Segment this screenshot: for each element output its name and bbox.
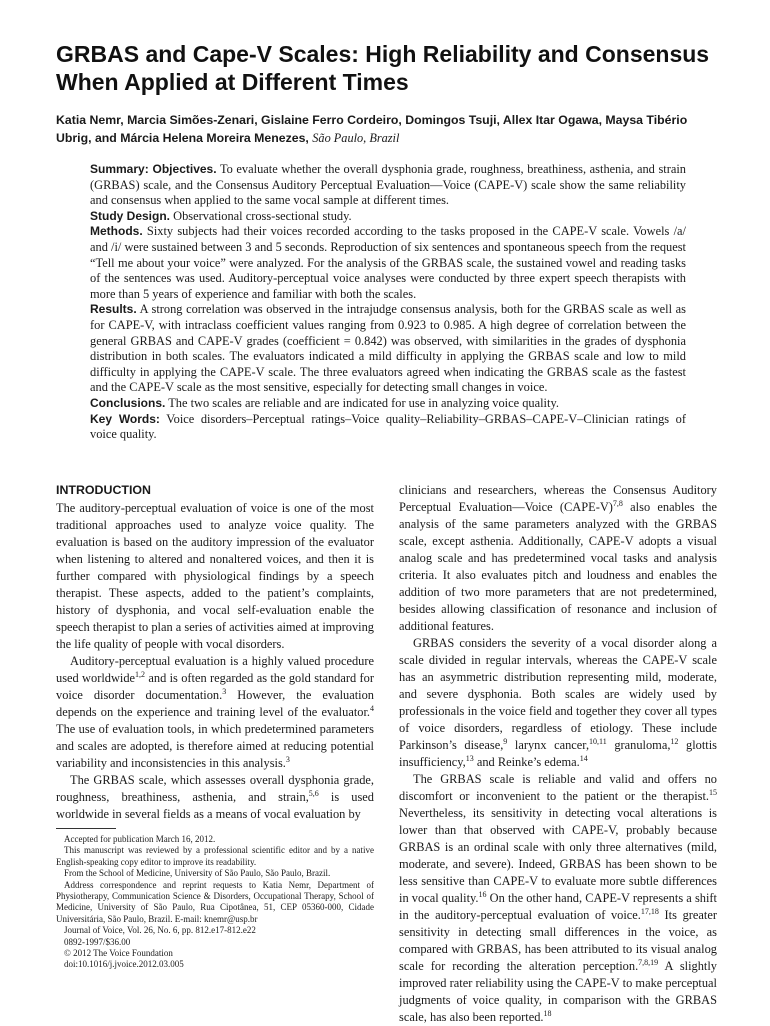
conclusions-text: The two scales are reliable and are indicated for use in analyzing voice quality. — [168, 395, 559, 410]
abstract-methods — [90, 224, 686, 302]
right-column — [399, 482, 717, 1026]
footnote-affiliation: From the School of Medicine, University of São Paulo, São Paulo, Brazil. — [64, 868, 331, 879]
section-heading-introduction: INTRODUCTION — [56, 483, 151, 497]
results-label: Results. — [90, 302, 137, 317]
summary-label: Summary: Objectives. — [90, 162, 217, 176]
text-run: On the other hand, CAPE-V represents a shift in the auditory-perceptual evaluation of voice. — [399, 891, 717, 922]
text-run: Its greater sensitivity in detecting small differences in the voice, as compared with GRBAS, has been attributed to its visual analog scale for recording the alteration perception. — [399, 908, 717, 973]
abstract-conclusions — [90, 396, 686, 412]
citation-ref: 7,8,19 — [638, 957, 659, 967]
citation-ref: 10,11 — [589, 736, 607, 746]
text-run: also enables the analysis of the same parameters analyzed with the GRBAS scale, except asthenia. Additionally, CAPE-V adopts a visual analog scale and has predetermined vocal tasks and analysis criteria. It also evaluates pitch and loudness and enables the addition of two more parameters that are not predetermined, besides allowing classification of resonance and inclusion of additional features. — [399, 500, 717, 633]
text-run: GRBAS considers the severity of a vocal disorder along a scale divided in regular intervals, whereas the CAPE-V scale has an asymmetric distribution representing mild, moderate, and severe dysphonia. Both scales are widely used by professionals in the voice field and together they cover all types of voice disorders, regardless of etiology. These include Parkinson’s disease, — [399, 636, 717, 752]
authors-names: Katia Nemr, Marcia Simões-Zenari, Gislaine Ferro Cordeiro, Domingos Tsuji, Allex Itar Ogawa, Maysa Tibério Ubrig, and Márcia Helena Moreira Menezes, — [56, 113, 688, 145]
text-run: Nevertheless, its sensitivity in detecting vocal alterations is lower than that observed with CAPE-V, probably because GRBAS is an ordinal scale with only three alternatives (mild, moderate, and severe). Indeed, GRBAS has been shown to be less sensitive than CAPE-V to evaluate more subtle differences in vocal quality. — [399, 806, 717, 905]
citation-ref: 12 — [670, 736, 679, 746]
text-run: clinicians and researchers, whereas the Consensus Auditory Perceptual Evaluation—Voice (CAPE-V) — [399, 483, 717, 514]
citation-ref: 9 — [503, 736, 508, 746]
citation-ref: 18 — [543, 1008, 552, 1018]
text-run: The GRBAS scale, which assesses overall dysphonia grade, roughness, breathiness, asthenia, and strain, — [56, 773, 374, 804]
footnote-copyright: © 2012 The Voice Foundation — [64, 948, 173, 959]
design-text: Observational cross-sectional study. — [173, 208, 352, 223]
objectives-text: To evaluate whether the overall dysphonia grade, roughness, breathiness, asthenia, and strain (GRBAS) scale, and the Consensus Auditory Perceptual Evaluation—Voice (CAPE-V) scale show the same reliability and consensus when applied to the same vocal sample at different times. — [90, 162, 686, 208]
citation-ref: 7,8 — [612, 498, 623, 508]
abstract-results — [90, 302, 686, 396]
intro-paragraph-3 — [56, 772, 374, 823]
citation-ref: 3 — [285, 754, 290, 764]
author-list — [56, 111, 716, 147]
citation-ref: 16 — [478, 889, 487, 899]
citation-ref: 17,18 — [640, 906, 659, 916]
citation-ref: 5,6 — [308, 788, 319, 798]
citation-ref: 13 — [465, 753, 474, 763]
citation-ref: 14 — [579, 753, 588, 763]
conclusions-label: Conclusions. — [90, 395, 166, 410]
text-run: A slightly improved rater reliability using the CAPE-V to make perceptual judgments of voice quality, in comparison with the GRBAS scale, has also been reported. — [399, 959, 717, 1024]
text-run: and Reinke’s edema. — [473, 755, 580, 769]
abstract — [90, 162, 686, 443]
keywords-text: Voice disorders–Perceptual ratings–Voice quality–Reliability–GRBAS–CAPE-V–Clinician ratings of voice quality. — [90, 411, 687, 442]
footnote-address: Address correspondence and reprint requests to Katia Nemr, Department of Physiotherapy, Communication Science & Disorders, Occupational Therapy, School of Medicine, University of São Paulo, Rua Cipotânea, 51, CEP 05360-000, Cidade Universitária, São Paulo, Brazil. E-mail: knemr@usp.br — [56, 879, 374, 924]
text-run: glottis insufficiency, — [399, 738, 717, 769]
abstract-keywords — [90, 412, 686, 443]
abstract-design — [90, 209, 686, 225]
intro-paragraph-2 — [56, 653, 374, 772]
footnote-reviewed: This manuscript was reviewed by a professional scientific editor and by a native English-speaking copy editor to improve its readability. — [56, 845, 374, 867]
text-run: is used worldwide in several fields as a means of vocal evaluation by — [56, 790, 374, 821]
footnote-accepted: Accepted for publication March 16, 2012. — [64, 834, 216, 844]
text-run: The use of evaluation tools, in which predetermined parameters and scales are adopted, is therefore aimed at reducing potential variability and inconsistencies in this analysis. — [56, 722, 374, 770]
citation-ref: 3 — [222, 686, 227, 696]
methods-text: Sixty subjects had their voices recorded according to the tasks proposed in the CAPE-V scale. Vowels /a/ and /i/ were sustained between 3 and 5 seconds. Reproduction of six sentences and spontaneous speech from the request “Tell me about your voice” were analyzed. For the analysis of the GRBAS scale, the sustained vowel and reading tasks of the sentences was used. Auditory-perceptual voice analyses were conducted by three expert speech therapists with more than 5 years of experience and familiar with both the scales. — [90, 224, 686, 301]
text-run: granuloma, — [606, 738, 671, 752]
body-paragraph-2 — [399, 635, 717, 771]
author-location: São Paulo, Brazil — [312, 131, 400, 145]
left-column — [56, 482, 374, 823]
citation-ref: 1,2 — [135, 669, 146, 679]
intro-paragraph-1: The auditory-perceptual evaluation of voice is one of the most traditional approaches used to analyze voice quality. The evaluation is based on the auditory impression of the evaluator when listening to altered and nonaltered voices, and then it is further compared with physiological findings by a speech therapist. These aspects, added to the patient’s complaints, history of dysphonia, and vocal self-evaluation enable the speech therapist to plan a series of activities aimed at improving the life quality of people with vocal disorders. — [56, 501, 374, 651]
footnote-doi: doi:10.1016/j.jvoice.2012.03.005 — [64, 959, 184, 970]
text-run: larynx cancer, — [507, 738, 590, 752]
abstract-objectives — [90, 162, 686, 209]
text-run: and is often regarded as the gold standard for voice disorder documentation. — [56, 671, 374, 702]
footnote-divider — [56, 828, 116, 829]
paper-title: GRBAS and Cape-V Scales: High Reliability and Consensus When Applied at Different Times — [56, 41, 710, 95]
methods-label: Methods. — [90, 224, 143, 239]
citation-ref: 4 — [370, 703, 374, 713]
footnote-issn: 0892-1997/$36.00 — [64, 936, 131, 947]
keywords-label: Key Words: — [90, 411, 160, 426]
citation-ref: 15 — [709, 787, 717, 797]
body-paragraph-1 — [399, 482, 717, 635]
results-text: A strong correlation was observed in the intrajudge consensus analysis, both for the GRBAS scale as well as for CAPE-V, with intraclass coefficient values ranging from 0.923 to 0.985. A high degree of correlation between the general GRBAS and CAPE-V grades (coefficient = 0.842) was observed, with similarities in the grades of dysphonia distribution in both scales. The evaluators indicated a mild difficulty in applying the GRBAS scale and low to mild difficulty in applying the CAPE-V scale. The three evaluators agreed when indicating the GRBAS scale as the fastest and the CAPE-V scale as the most sensitive, especially for detecting small changes in voice. — [90, 302, 686, 395]
text-run: The GRBAS scale is reliable and valid and offers no discomfort or inconvenient to the patient or the therapist. — [399, 772, 717, 803]
body-paragraph-3 — [399, 771, 717, 1026]
text-run: However, the evaluation depends on the experience and training level of the evaluator. — [56, 688, 374, 719]
design-label: Study Design. — [90, 208, 171, 223]
footnote-journal: Journal of Voice, Vol. 26, No. 6, pp. 812.e17-812.e22 — [64, 925, 256, 936]
footnote-block — [56, 834, 374, 971]
text-run: Auditory-perceptual evaluation is a highly valued procedure used worldwide — [56, 654, 374, 685]
